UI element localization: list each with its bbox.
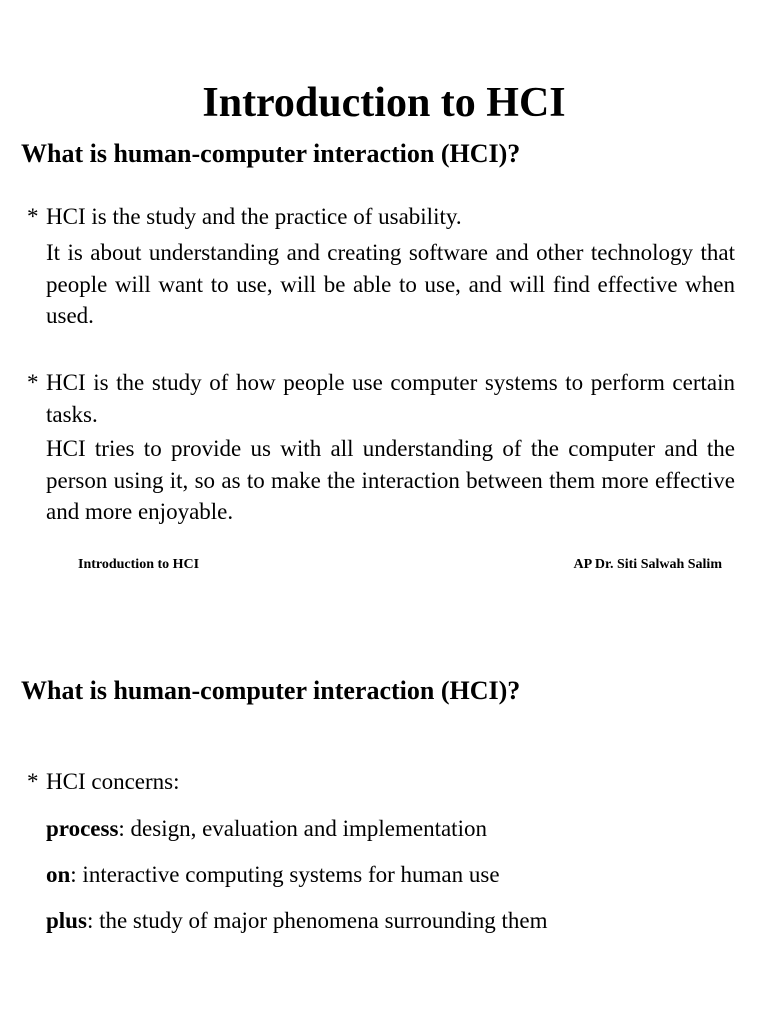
concern-term: on (46, 862, 71, 887)
concern-description: : interactive computing systems for human use (70, 862, 500, 887)
bullet-body-text: HCI tries to provide us with all understanding of the computer and the person using it, so as to make the interaction between them more effective and more enjoyable. (46, 436, 735, 524)
slide-2 (0, 640, 768, 1024)
bullet-text: HCI concerns: (46, 769, 180, 794)
footer-author: AP Dr. Siti Salwah Salim (573, 557, 722, 572)
concern-item (46, 814, 487, 844)
bullet-body-text: It is about understanding and creating software and other technology that people will want to use, will be able to use, and will find effective when used. (46, 240, 735, 328)
concern-description: : design, evaluation and implementation (118, 816, 487, 841)
concern-term: plus (46, 908, 87, 933)
concern-term: process (46, 816, 119, 841)
slide-subtitle: What is human-computer interaction (HCI)? (21, 139, 521, 168)
concern-item (46, 860, 500, 890)
bullet-marker: * (27, 204, 39, 229)
slide-title: Introduction to HCI (202, 80, 566, 126)
concern-description: : the study of major phenomena surrounding them (86, 908, 548, 933)
footer-course-title: Introduction to HCI (78, 557, 200, 572)
bullet-lead-text: HCI is the study and the practice of usability. (46, 204, 462, 229)
slide-subtitle: What is human-computer interaction (HCI)? (21, 676, 521, 705)
concern-item (46, 906, 548, 936)
bullet-marker: * (27, 370, 39, 395)
bullet-marker: * (27, 769, 39, 794)
bullet-lead-text: HCI is the study of how people use computer systems to perform certain tasks. (46, 370, 735, 427)
